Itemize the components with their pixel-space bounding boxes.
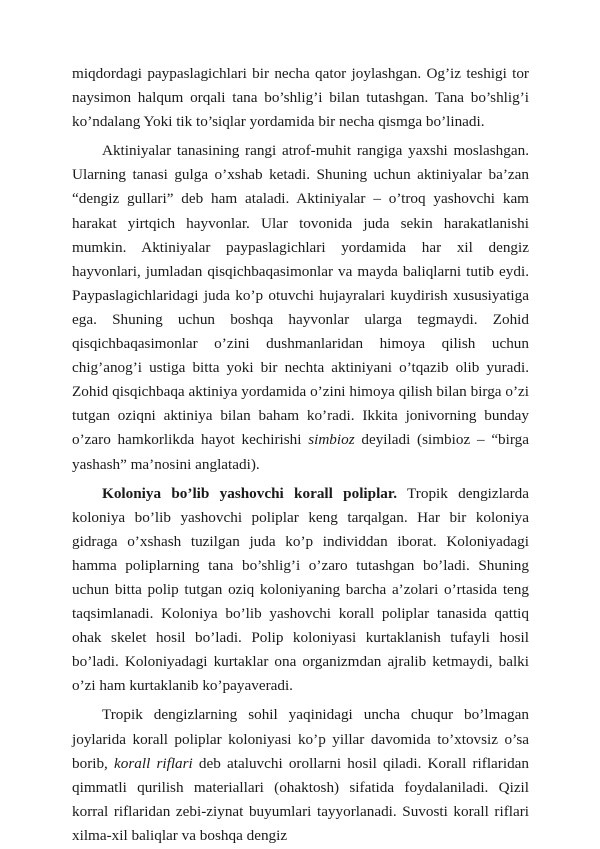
document-page	[72, 62, 529, 848]
paragraph-4	[72, 703, 529, 848]
term-simbioz: simbioz	[308, 431, 355, 449]
paragraph-1-text: miqdordagi paypaslagichlari bir necha qator joylashgan. Og’iz teshigi tor naysimon halqum orqali tana bo’shlig’i bilan tutashgan. Tana bo’shlig’i ko’ndalang Yoki tik to’siqlar yordamida bir necha qismga bo’linadi.	[72, 65, 529, 131]
paragraph-3	[72, 482, 529, 699]
paragraph-4-text-before: Tropik dengizlarning sohil yaqinidagi uncha chuqur bo’lmagan joylarida korall poliplar koloniyasi ko’p yillar davomida to’xtovsiz o’sa borib,	[72, 706, 529, 772]
paragraph-4-text-after: deb ataluvchi orollarni hosil qiladi. Korall riflaridan qimmatli qurilish materiallari (ohaktosh) sifatida foydalaniladi. Qizil korral riflaridan zebi-ziynat buyumlari tayyorlanadi. Suvosti korall riflari xilma-xil baliqlar va boshqa dengiz	[72, 754, 530, 844]
paragraph-2	[72, 139, 529, 476]
section-heading: Koloniya bo’lib yashovchi korall poliplar.	[102, 484, 398, 502]
paragraph-2-text-before: Aktiniyalar tanasining rangi atrof-muhit rangiga yaxshi moslashgan. Ularning tanasi gulga o’xshab ketadi. Shuning uchun aktiniyalar ba’zan “dengiz gullari” deb ham ataladi. Aktiniyalar – o’troq yashovchi kam harakat yirtqich hayvonlar. Ular tovonida juda sekin harakatlanishi mumkin. Aktiniyalar paypaslagichlari yordamida har xil dengiz hayvonlari, jumladan qisqichbaqasimonlar va mayda baliqlarni tutib eydi. Paypaslagichlaridagi juda ko’p otuvchi hujayralari kuydirish xususiyatiga ega. Shuning uchun boshqa hayvonlar ularga tegmaydi. Zohid qisqichbaqasimonlar o’zini dushmanlaridan himoya qilish uchun chig’anog’i ustiga bitta yoki bir nechta aktiniyani o’tqazib olib yuradi. Zohid qisqichbaqa aktiniya yordamida o’zini himoya qilish bilan birga o’zi tutgan oziqni aktiniya bilan baham ko’radi. Ikkita jonivorning bunday o’zaro hamkorlikda hayot kechirishi	[72, 142, 529, 449]
paragraph-3-text: Tropik dengizlarda koloniya bo’lib yashovchi poliplar keng tarqalgan. Har bir koloniya gidraga o’xshash tuzilgan juda ko’p individdan iborat. Koloniyadagi hamma poliplarning tana bo’shlig’i o’zaro tutashgan bo’ladi. Shuning uchun bitta polip tutgan oziq koloniyaning barcha a’zolari o’rtasida teng taqsimlanadi. Koloniya bo’lib yashovchi korall poliplar tanasida qattiq ohak skelet hosil bo’ladi. Polip koloniyasi kurtaklanish tufayli hosil bo’ladi. Koloniyadagi kurtaklar ona organizmdan ajralib ketmaydi, balki o’zi ham kurtaklanib ko’payaveradi.	[72, 484, 529, 695]
term-korall-riflari: korall riflari	[114, 754, 193, 772]
paragraph-1	[72, 62, 529, 134]
paragraph-2-text-after: deyiladi (simbioz – “birga yashash” ma’nosini anglatadi).	[72, 431, 529, 473]
